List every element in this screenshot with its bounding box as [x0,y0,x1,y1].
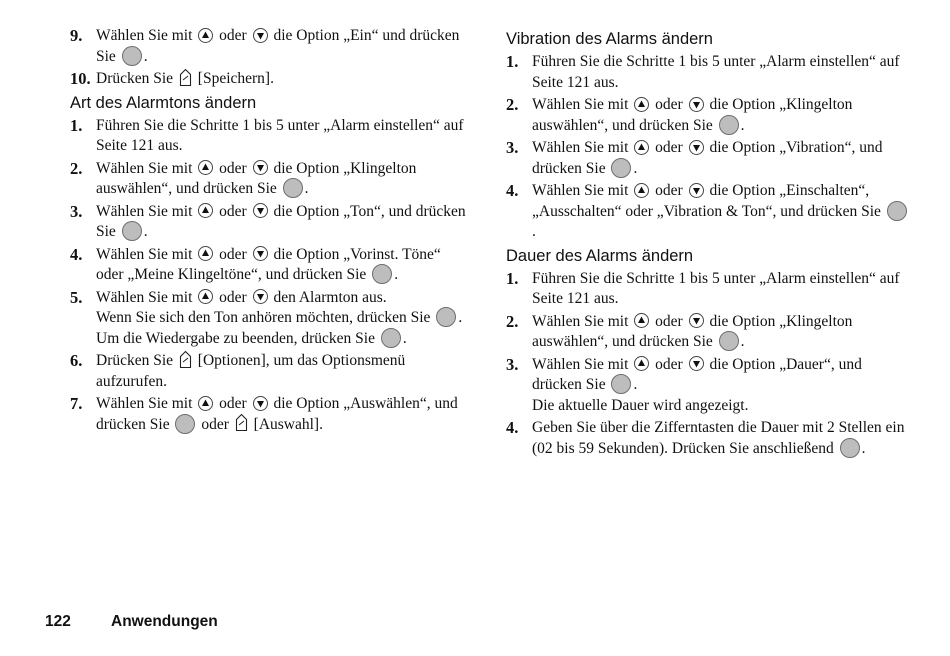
step-number: 7. [70,394,83,413]
step-text-part: Wählen Sie mit [96,159,193,177]
center-key-icon [372,264,392,284]
step-text [96,394,472,435]
step-text-part: Wählen Sie mit [96,288,193,306]
step-text [532,312,910,353]
duration-step-2 [506,312,910,353]
nav-up-icon [198,203,213,218]
step-text-part: . [633,159,638,177]
step-text-part: Die aktuelle Dauer wird angezeigt. [532,396,749,414]
nav-down-icon [689,313,704,328]
step-number: 3. [70,201,83,221]
nav-down-icon [689,97,704,112]
step-7 [70,394,472,435]
page-footer [45,612,218,632]
nav-up-icon [634,356,649,371]
step-text-part: [Speichern]. [197,70,274,87]
step-text-part: Wählen Sie mit [96,245,193,263]
step-text-part: oder [219,27,247,44]
nav-down-icon [253,28,268,43]
nav-up-icon [634,140,649,155]
step-text-part: . [861,439,866,457]
vibration-step-1 [506,52,910,93]
step-text-part: . [143,223,148,240]
vibration-step-4 [506,181,910,243]
step-number: 2. [506,311,519,331]
step-text-part: . [143,47,148,65]
step-text [96,245,472,286]
duration-step-4 [506,418,910,459]
step-3 [70,202,472,243]
step-number: 2. [506,95,519,114]
step-text-part: die Option „Vibration“, und drücken Sie [532,139,883,177]
step-text [96,159,472,200]
step-text-part: . [740,116,745,134]
step-text-part: Wählen Sie mit [532,312,629,330]
step-text-part: . [633,376,638,393]
step-text [96,69,472,90]
nav-up-icon [634,97,649,112]
step-10 [70,69,472,90]
step-text-part: die Option „Einschalten“, „Ausschalten“ oder „Vibration & Ton“, und drücken Sie [532,182,881,220]
step-1 [70,116,472,157]
step-4 [70,245,472,286]
step-number: 9. [70,26,83,45]
step-number: 3. [506,138,519,157]
step-text-part: Drücken Sie [96,352,174,369]
center-key-icon [283,178,303,198]
step-text: Führen Sie die Schritte 1 bis 5 unter „Alarm einstellen“ auf Seite 121 aus. [96,116,464,154]
right-column [506,26,910,461]
step-number: 3. [506,354,519,374]
step-text-part: . [402,329,407,347]
center-key-icon [611,158,631,178]
step-text-part: [Auswahl]. [253,415,323,433]
center-key-icon [611,374,631,394]
step-text-part: . [304,180,309,197]
step-text-part: Um die Wiedergabe zu beenden, drücken Sie [96,329,375,347]
step-text: Führen Sie die Schritte 1 bis 5 unter „Alarm einstellen“ auf Seite 121 aus. [532,269,900,307]
step-text-part: oder [655,355,683,373]
step-text-part: Wählen Sie mit [96,27,193,44]
nav-up-icon [634,313,649,328]
step-text [532,418,910,459]
step-number: 5. [70,287,83,307]
step-text [96,202,472,243]
step-text-part: Wenn Sie sich den Ton anhören möchten, drücken Sie [96,309,431,326]
step-text-part: die Option „Klingelton auswählen“, und drücken Sie [532,96,853,134]
step-text [96,26,472,67]
step-text-part: Wählen Sie mit [532,355,629,373]
step-number: 4. [70,244,83,264]
step-6 [70,351,472,392]
center-key-icon [887,201,907,221]
step-9 [70,26,472,67]
nav-down-icon [253,203,268,218]
step-text-part: . [532,223,536,240]
step-text-part: oder [219,159,247,177]
step-text-part: Drücken Sie [96,70,174,87]
center-key-icon [719,115,739,135]
step-number: 1. [70,115,83,135]
step-text-part: Wählen Sie mit [532,96,629,113]
vibration-step-2 [506,95,910,136]
step-text-part: Wählen Sie mit [96,202,193,220]
step-text [532,355,910,417]
nav-up-icon [634,183,649,198]
center-key-icon [840,438,860,458]
step-text-part: die Option „Dauer“, und drücken Sie [532,355,862,393]
footer-section-title: Anwendungen [111,613,218,630]
center-key-icon [719,331,739,351]
step-number: 6. [70,351,83,370]
nav-up-icon [198,396,213,411]
step-number: 4. [506,418,519,437]
step-number: 10. [70,69,91,88]
duration-step-3 [506,355,910,417]
step-text-part: . [458,309,463,326]
left-softkey-icon [179,68,192,87]
step-text [532,138,910,179]
step-text [532,181,910,243]
nav-down-icon [253,246,268,261]
step-text-part: Wählen Sie mit [96,395,193,412]
step-text-part: oder [219,245,247,263]
step-text-part: die Option „Auswählen“, und drücken Sie [96,395,458,433]
vibration-step-3 [506,138,910,179]
step-text-part: die Option „Ein“ und drücken Sie [96,27,460,65]
step-text-part: [Optionen], um das Optionsmenü aufzurufen. [96,352,406,390]
step-text-part: die Option „Ton“, und drücken Sie [96,202,466,240]
left-softkey-icon [179,350,192,369]
step-text-part: oder [655,312,683,330]
center-key-icon [175,414,195,434]
step-text-part: Wählen Sie mit [532,182,629,199]
center-key-icon [122,46,142,66]
step-text-part: oder [655,139,683,156]
left-softkey-icon [235,413,248,432]
step-text-part: oder [219,202,247,220]
step-text-part: . [740,333,745,350]
nav-down-icon [689,183,704,198]
nav-up-icon [198,160,213,175]
step-text-part: Geben Sie über die Zifferntasten die Dauer mit 2 Stellen ein (02 bis 59 Sekunden). Drücken Sie anschließend [532,419,905,457]
nav-down-icon [689,356,704,371]
duration-step-1 [506,269,910,310]
step-text: Führen Sie die Schritte 1 bis 5 unter „Alarm einstellen“ auf Seite 121 aus. [532,53,900,91]
step-text-part: oder [219,395,247,412]
step-text-part: oder [655,182,683,199]
nav-up-icon [198,289,213,304]
step-text-part: die Option „Klingelton auswählen“, und drücken Sie [96,159,417,197]
step-text-part: die Option „Klingelton auswählen“, und drücken Sie [532,312,853,350]
step-2 [70,159,472,200]
step-text-part: Wählen Sie mit [532,139,629,156]
step-text-part: oder [655,96,683,113]
step-text [532,95,910,136]
step-number: 1. [506,52,519,71]
nav-down-icon [689,140,704,155]
step-number: 1. [506,268,519,288]
nav-up-icon [198,28,213,43]
nav-down-icon [253,160,268,175]
step-text-part: den Alarmton aus. [273,288,387,306]
step-text-part: oder [219,288,247,306]
step-number: 2. [70,158,83,178]
section-heading-dauer: Dauer des Alarms ändern [506,246,694,265]
step-text [96,351,472,392]
left-column [70,26,472,437]
step-text-part: die Option „Vorinst. Töne“ oder „Meine Klingeltöne“, und drücken Sie [96,245,441,283]
step-number: 4. [506,181,519,200]
nav-down-icon [253,396,268,411]
step-5 [70,288,472,350]
step-text-part: . [394,266,399,283]
center-key-icon [381,328,401,348]
center-key-icon [122,221,142,241]
step-text-part: oder [201,415,229,433]
nav-up-icon [198,246,213,261]
section-heading-art-des-alarmtons: Art des Alarmtons ändern [70,93,257,112]
nav-down-icon [253,289,268,304]
section-heading-vibration: Vibration des Alarms ändern [506,30,713,48]
center-key-icon [436,307,456,327]
page-number: 122 [45,613,71,630]
step-text [96,288,472,350]
